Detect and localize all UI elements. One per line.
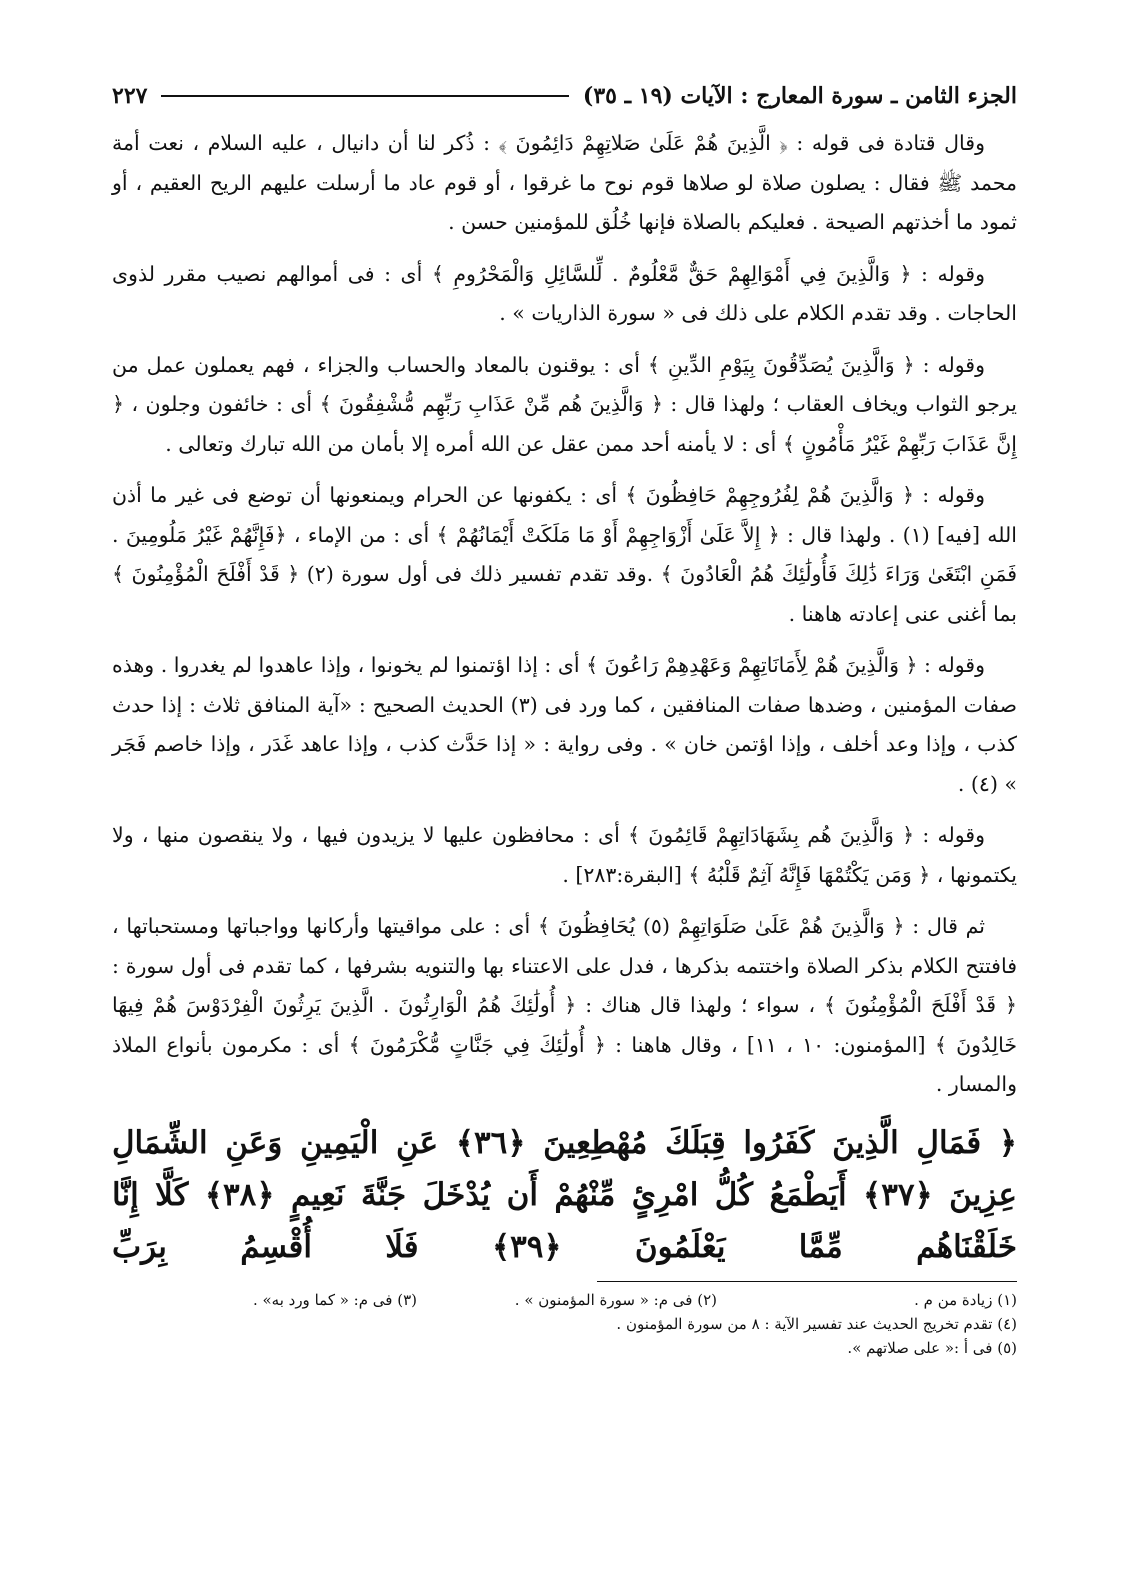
paragraph-prayers: ثم قال : ﴿ وَالَّذِينَ هُمْ عَلَىٰ صَلَوَاتِهِمْ (٥) يُحَافِظُونَ ﴾ أى : على مواقيتها وأركانها وواجباتها ومستحباتها ، فافتتح الكلام بذكر الصلاة واختتمه بذكرها ، فدل على الاعتناء بها والتنويه بشرفها ، كما تقدم فى أول سورة : ﴿ قَدْ أَفْلَحَ الْمُؤْمِنُونَ ﴾ ، سواء ؛ ولهذا قال هناك : ﴿ أُولَٰئِكَ هُمُ الْوَارِثُونَ . الَّذِينَ يَرِثُونَ الْفِرْدَوْسَ هُمْ فِيهَا خَالِدُونَ ﴾ [المؤمنون: ١٠ ، ١١] ، وقال هاهنا : ﴿ أُولَٰئِكَ فِي جَنَّاتٍ مُّكْرَمُونَ ﴾ أى : مكرمون بأنواع الملاذ والمسار . (112, 914, 1017, 1096)
footnotes (112, 1288, 1017, 1360)
paragraph-testimonies: وقوله : ﴿ وَالَّذِينَ هُم بِشَهَادَاتِهِمْ قَائِمُونَ ﴾ أى : محافظون عليها لا يزيدون فيها ، ولا ينقصون منها ، ولا يكتمونها ، ﴿ وَمَن يَكْتُمْهَا فَإِنَّهُ آثِمٌ قَلْبُهُ ﴾ [البقرة:٢٨٣] . (112, 823, 1017, 887)
footnote-4: (٤) تقدم تخريج الحديث عند تفسير الآية : ٨ من سورة المؤمنون . (616, 1314, 1017, 1333)
paragraph-wealth-right: وقوله : ﴿ وَالَّذِينَ فِي أَمْوَالِهِمْ حَقٌّ مَّعْلُومٌ . لِّلسَّائِلِ وَالْمَحْرُومِ ﴾ أى : فى أموالهم نصيب مقرر لذوى الحاجات . وقد تقدم الكلام على ذلك فى « سورة الذاريات » . (112, 261, 1017, 325)
quran-verses: ﴿ فَمَالِ الَّذِينَ كَفَرُوا قِبَلَكَ مُهْطِعِينَ ﴿٣٦﴾ عَنِ الْيَمِينِ وَعَنِ الشِّمَالِ عِزِينَ ﴿٣٧﴾ أَيَطْمَعُ كُلُّ امْرِئٍ مِّنْهُمْ أَن يُدْخَلَ جَنَّةَ نَعِيمٍ ﴿٣٨﴾ كَلَّا إِنَّا خَلَقْنَاهُم مِّمَّا يَعْلَمُونَ ﴿٣٩﴾ فَلَا أُقْسِمُ بِرَبِّ (112, 1124, 1017, 1265)
running-title: الجزء الثامن ـ سورة المعارج : الآيات (١٩ ـ ٣٥) (582, 83, 1017, 109)
paragraph-chastity: وقوله : ﴿ وَالَّذِينَ هُمْ لِفُرُوجِهِمْ حَافِظُونَ ﴾ أى : يكفونها عن الحرام ويمنعونها أن توضع فى غير ما أذن الله [فيه] (١) . ولهذا قال : ﴿ إِلاَّ عَلَىٰ أَزْوَاجِهِمْ أَوْ مَا مَلَكَتْ أَيْمَانُهُمْ ﴾ أى : من الإماء ، ﴿فَإِنَّهُمْ غَيْرُ مَلُومِينَ . فَمَنِ ابْتَغَىٰ وَرَاءَ ذَٰلِكَ فَأُولَٰئِكَ هُمُ الْعَادُونَ ﴾ .وقد تقدم تفسير ذلك فى أول سورة (٢) ﴿ قَدْ أَفْلَحَ الْمُؤْمِنُونَ ﴾ بما أغنى عنى إعادته هاهنا . (112, 483, 1017, 626)
footnote-1: (١) زيادة من م . (914, 1290, 1017, 1309)
paragraph-qatada: وقال قتادة فى قوله : ﴿ الَّذِينَ هُمْ عَلَىٰ صَلاتِهِمْ دَائِمُونَ ﴾ : ذُكر لنا أن دانيال ، عليه السلام ، نعت أمة محمد ﷺ فقال : يصلون صلاة لو صلاها قوم نوح ما غرقوا ، أو قوم عاد ما أرسلت عليهم الريح العقيم ، أو ثمود ما أخذتهم الصيحة . فعليكم بالصلاة فإنها خُلُق للمؤمنين حسن . (112, 131, 1017, 234)
footnote-row (112, 1288, 1017, 1312)
footnote-2: (٢) فى م: « سورة المؤمنون » . (514, 1290, 717, 1309)
paragraph-day-of-judgment: وقوله : ﴿ وَالَّذِينَ يُصَدِّقُونَ بِيَوْمِ الدِّينِ ﴾ أى : يوقنون بالمعاد والحساب والجزاء ، فهم يعملون عمل من يرجو الثواب ويخاف العقاب ؛ ولهذا قال : ﴿ وَالَّذِينَ هُم مِّنْ عَذَابِ رَبِّهِم مُّشْفِقُونَ ﴾ أى : خائفون وجلون ، ﴿ إِنَّ عَذَابَ رَبِّهِمْ غَيْرُ مَأْمُونٍ ﴾ أى : لا يأمنه أحد ممن عقل عن الله أمره إلا بأمان من الله تبارك وتعالى . (112, 352, 1017, 456)
footnote-rule (597, 1281, 1017, 1282)
footnote-5: (٥) فى أ :« على صلاتهم ». (847, 1338, 1017, 1357)
page-number: ٢٢٧ (112, 83, 148, 109)
footnote-3: (٣) فى م: « كما ورد به» . (252, 1290, 417, 1309)
page-header (112, 74, 1017, 118)
header-rule (161, 95, 568, 97)
paragraph-trusts: وقوله : ﴿ وَالَّذِينَ هُمْ لِأَمَانَاتِهِمْ وَعَهْدِهِمْ رَاعُونَ ﴾ أى : إذا اؤتمنوا لم يخونوا ، وإذا عاهدوا لم يغدروا . وهذه صفات المؤمنين ، وضدها صفات المنافقين ، كما ورد فى (٣) الحديث الصحيح : «آية المنافق ثلاث : إذا حدث كذب ، وإذا وعد أخلف ، وإذا اؤتمن خان » . وفى رواية : « إذا حَدَّث كذب ، وإذا عاهد غَدَر ، وإذا خاصم فَجَر » (٤) . (112, 653, 1017, 796)
commentary-body (112, 124, 1017, 1105)
